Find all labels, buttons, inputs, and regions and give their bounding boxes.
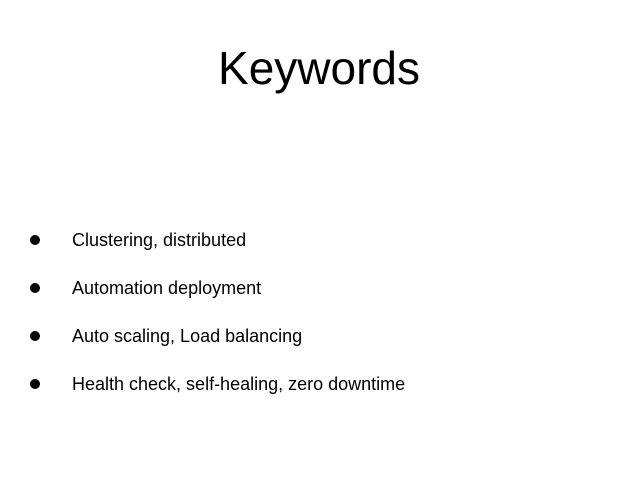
bullet-icon xyxy=(30,331,40,341)
bullet-item xyxy=(26,216,626,264)
bullet-icon xyxy=(30,283,40,293)
bullet-text: Auto scaling, Load balancing xyxy=(72,326,303,346)
bullet-text: Health check, self-healing, zero downtime xyxy=(72,374,406,394)
bullet-icon xyxy=(30,379,40,389)
bullet-list xyxy=(26,216,626,408)
slide-title: Keywords xyxy=(218,42,420,94)
bullet-icon xyxy=(30,235,40,245)
bullet-item xyxy=(26,312,626,360)
bullet-item xyxy=(26,264,626,312)
bullet-item xyxy=(26,360,626,408)
bullet-text: Automation deployment xyxy=(72,278,262,298)
bullet-text: Clustering, distributed xyxy=(72,230,247,250)
